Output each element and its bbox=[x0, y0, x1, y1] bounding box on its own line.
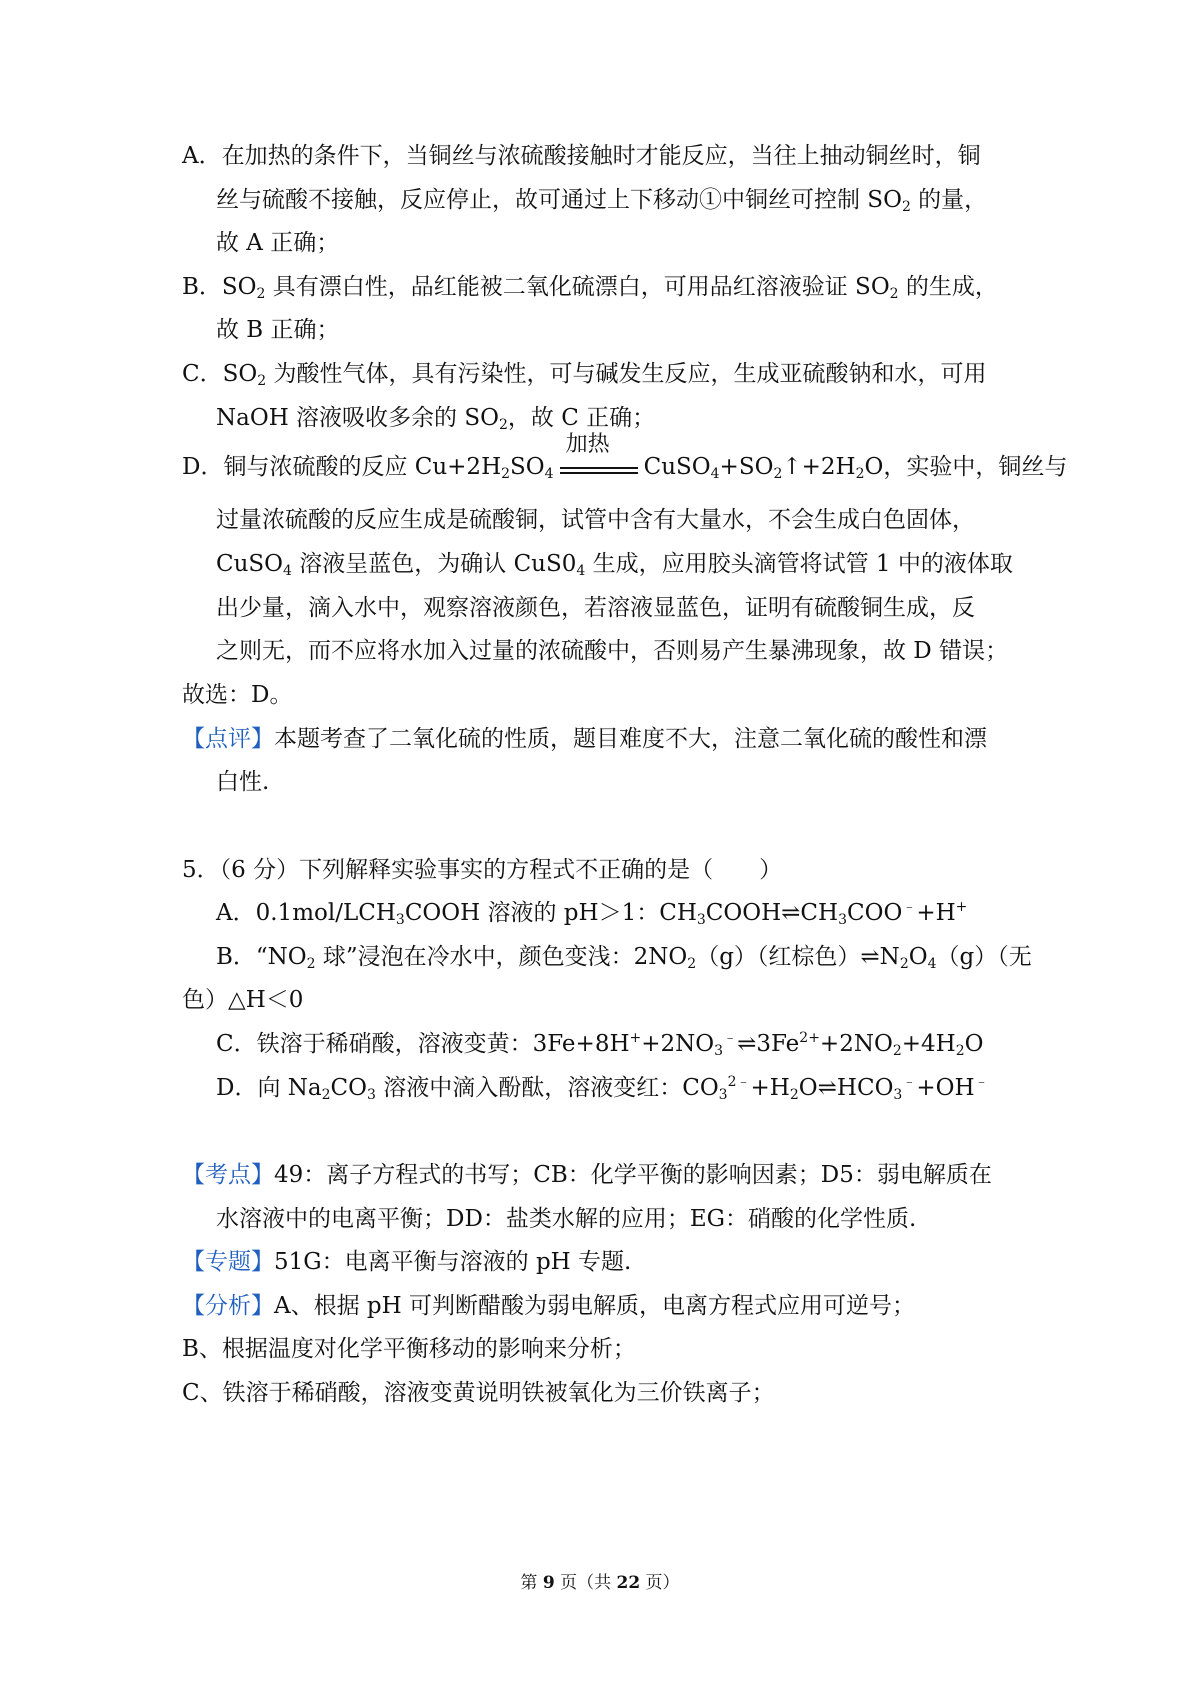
comment-line2: 白性. bbox=[216, 769, 270, 795]
comment-tag: 【点评】 bbox=[182, 726, 274, 752]
question-5-stem: 5．（6 分）下列解释实验事实的方程式不正确的是（ ） bbox=[182, 857, 783, 883]
comment-line1: 【点评】本题考查了二氧化硫的性质，题目难度不大，注意二氧化硫的酸性和漂 bbox=[182, 726, 987, 752]
explanation-b-line2: 故 B 正确； bbox=[216, 317, 340, 343]
zhuanti-line: 【专题】51G：电离平衡与溶液的 pH 专题. bbox=[182, 1249, 632, 1275]
explanation-d-line5: 之则无，而不应将水加入过量的浓硫酸中，否则易产生暴沸现象，故 D 错误； bbox=[216, 638, 1009, 664]
zhuanti-tag: 【专题】 bbox=[182, 1249, 274, 1275]
question-5-option-a: A．$0.1mol/LCH_3COOH$ 溶液的 pH＞1：$CH_3COOH\rightleftharpoons CH_3COO^﹣+H^+$ bbox=[216, 899, 968, 928]
fenxi-line1: 【分析】A、根据 pH 可判断醋酸为弱电解质，电离方程式应用可逆号； bbox=[182, 1293, 916, 1319]
page-number: 9 bbox=[542, 1573, 555, 1593]
kaodian-line2: 水溶液中的电离平衡；DD：盐类水解的应用；EG：硝酸的化学性质. bbox=[216, 1206, 917, 1232]
explanation-d-line4: 出少量，滴入水中，观察溶液颜色，若溶液显蓝色，证明有硫酸铜生成，反 bbox=[216, 595, 975, 621]
explanation-a-line2: 丝与硫酸不接触，反应停止，故可通过上下移动①中铜丝可控制 $SO_2$ 的量， bbox=[216, 187, 988, 215]
kaodian-line1: 【考点】49：离子方程式的书写；CB：化学平衡的影响因素；D5：弱电解质在 bbox=[182, 1162, 992, 1188]
answer-line: 故选：D。 bbox=[182, 682, 293, 708]
fenxi-tag: 【分析】 bbox=[182, 1293, 274, 1319]
explanation-d-line1: D．铜与浓硫酸的反应 $Cu+2H_2SO_4$ 加热 $CuSO_4+SO_2↑+2H_2O$，实验中，铜丝与 bbox=[182, 432, 1068, 482]
question-5-option-c: C．铁溶于稀硝酸，溶液变黄：$3Fe+8H^++2NO_3^﹣\rightleftharpoons 3Fe^{2+}+2NO_2+4H_2O$ bbox=[216, 1030, 984, 1059]
explanation-a-line3: 故 A 正确； bbox=[216, 230, 340, 256]
fenxi-line2: B、根据温度对化学平衡移动的影响来分析； bbox=[182, 1336, 636, 1362]
kaodian-tag: 【考点】 bbox=[182, 1162, 274, 1188]
explanation-d-line2: 过量浓硫酸的反应生成是硫酸铜，试管中含有大量水，不会生成白色固体， bbox=[216, 507, 975, 533]
page-total: 22 bbox=[616, 1573, 641, 1593]
question-5-option-b: B．“$NO_2$ 球”浸泡在冷水中，颜色变浅：$2NO_2(g)$（红棕色）$\rightleftharpoons N_2O_4(g)$（无 bbox=[216, 944, 1032, 972]
explanation-a-line1: A．在加热的条件下，当铜丝与浓硫酸接触时才能反应，当往上抽动铜丝时，铜 bbox=[182, 143, 981, 169]
question-5-option-d: D．向 $Na_2CO_3$ 溶液中滴入酚酞，溶液变红：$CO_3^{2﹣}+H_2O\rightleftharpoons HCO_3^﹣+OH^﹣$ bbox=[216, 1074, 989, 1103]
explanation-c-line1: C．$SO_2$ 为酸性气体，具有污染性，可与碱发生反应，生成亚硫酸钠和水，可用 bbox=[182, 361, 987, 389]
page-footer: 第 9 页（共 22 页） bbox=[520, 1573, 680, 1593]
explanation-b-line1: B．$SO_2$ 具有漂白性，品红能被二氧化硫漂白，可用品红溶液验证 $SO_2$ 的生成， bbox=[182, 274, 998, 302]
question-5-option-b-line2: 色）△H＜0 bbox=[182, 987, 304, 1013]
heating-condition-arrow bbox=[560, 432, 638, 482]
explanation-d-line3: CuSO$_4$ 溶液呈蓝色，为确认 $CuS0_4$ 生成，应用胶头滴管将试管 1 中的液体取 bbox=[216, 551, 1013, 579]
heating-label: 加热 bbox=[565, 432, 610, 457]
fenxi-line3: C、铁溶于稀硝酸，溶液变黄说明铁被氧化为三价铁离子； bbox=[182, 1380, 775, 1406]
explanation-c-line2: NaOH 溶液吸收多余的 $SO_2$，故 C 正确； bbox=[216, 405, 656, 433]
